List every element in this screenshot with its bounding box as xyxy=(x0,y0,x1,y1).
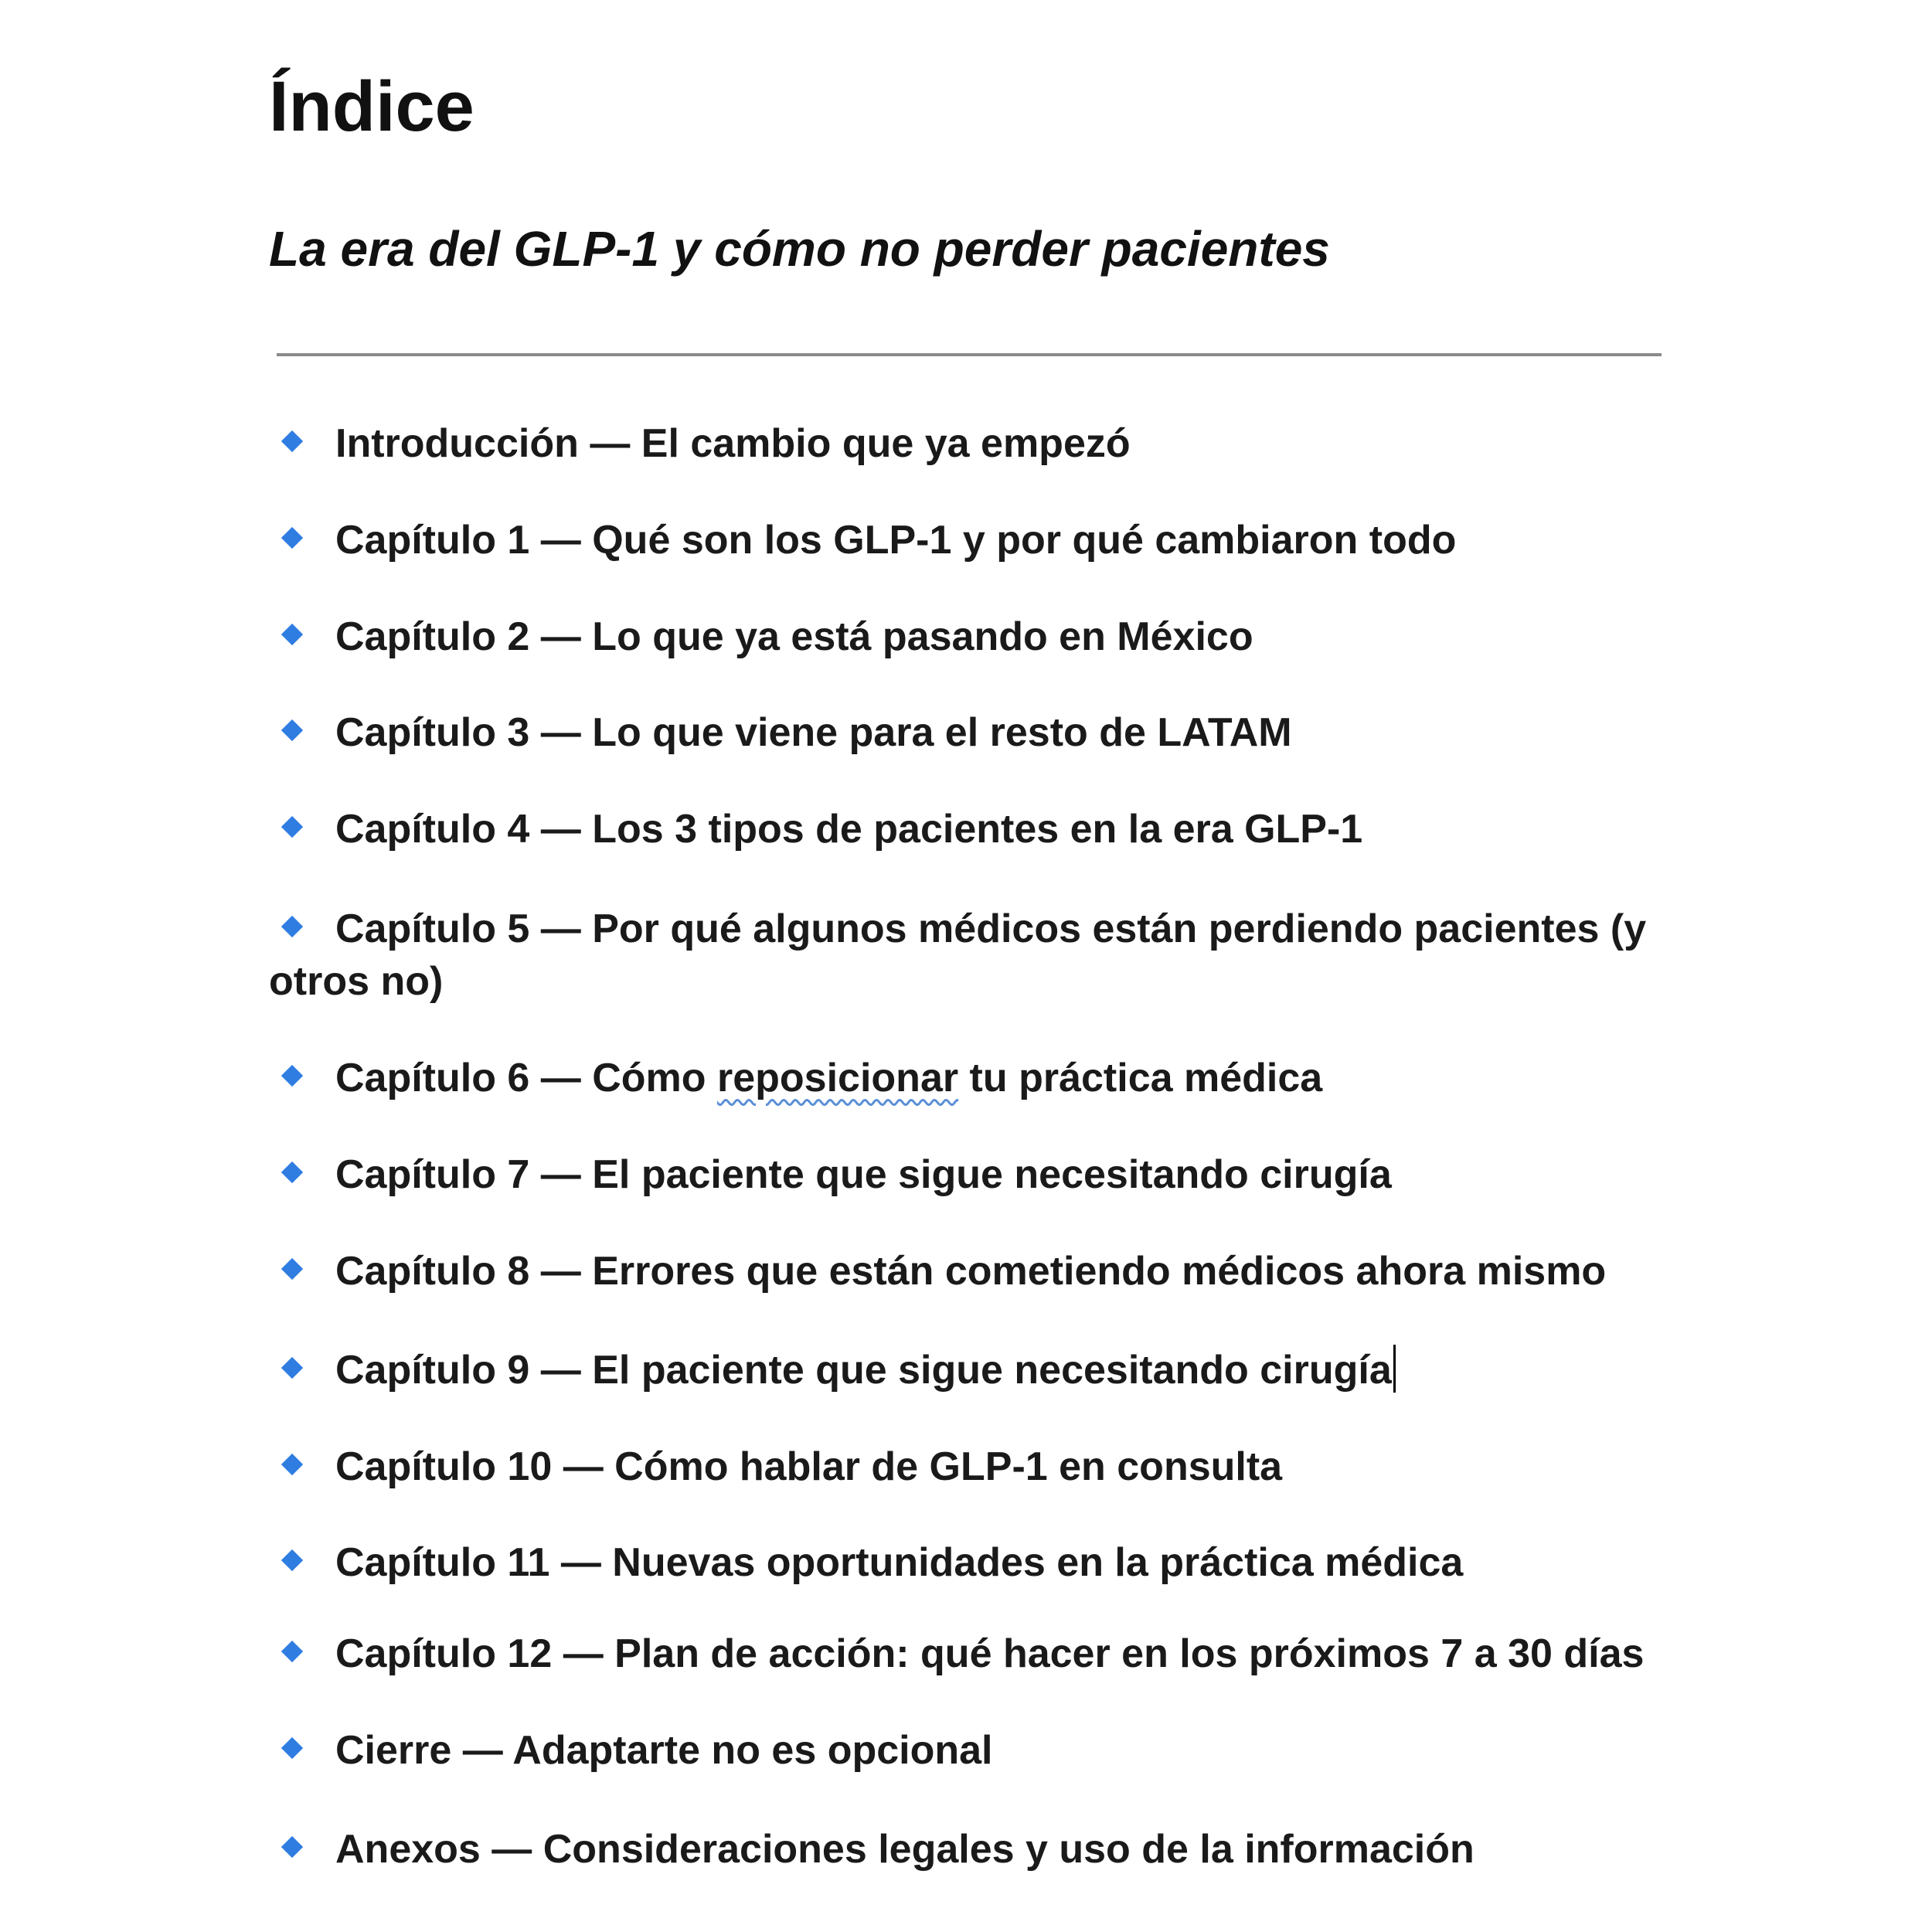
toc-entry-text: Capítulo 4 — Los 3 tipos de pacientes en la era GLP-1 xyxy=(335,807,1363,852)
diamond-bullet-icon xyxy=(281,1357,303,1379)
diamond-bullet-icon xyxy=(281,1836,303,1858)
toc-entry-text: Capítulo 7 — El paciente que sigue necesitando cirugía xyxy=(335,1152,1392,1197)
diamond-bullet-icon xyxy=(281,1065,303,1087)
spellcheck-flagged-word[interactable]: reposicionar xyxy=(717,1056,959,1100)
page-subtitle: La era del GLP-1 y cómo no perder pacientes xyxy=(269,221,1330,277)
diamond-bullet-icon xyxy=(281,1454,303,1475)
toc-entry-capitulo-7[interactable] xyxy=(269,1148,1660,1201)
toc-entry-introduccion[interactable] xyxy=(269,417,1660,470)
diamond-bullet-icon xyxy=(281,1641,303,1662)
diamond-bullet-icon xyxy=(281,1258,303,1280)
diamond-bullet-icon xyxy=(281,430,303,452)
toc-entry-capitulo-5[interactable] xyxy=(269,903,1660,1008)
page-title: Índice xyxy=(269,67,474,146)
toc-entry-capitulo-9[interactable] xyxy=(269,1344,1660,1396)
toc-entry-text: Cierre — Adaptarte no es opcional xyxy=(335,1728,993,1773)
toc-entry-text: Capítulo 3 — Lo que viene para el resto de LATAM xyxy=(335,710,1292,755)
toc-entry-capitulo-8[interactable] xyxy=(269,1245,1660,1298)
diamond-bullet-icon xyxy=(281,816,303,838)
diamond-bullet-icon xyxy=(281,1549,303,1571)
diamond-bullet-icon xyxy=(281,916,303,937)
toc-entry-text-start: Capítulo 6 — Cómo xyxy=(335,1056,717,1100)
diamond-bullet-icon xyxy=(281,527,303,549)
toc-entry-text: Anexos — Consideraciones legales y uso de la información xyxy=(335,1827,1475,1872)
toc-entry-capitulo-3[interactable] xyxy=(269,706,1660,759)
diamond-bullet-icon xyxy=(281,1162,303,1183)
toc-entry-capitulo-2[interactable] xyxy=(269,611,1660,663)
toc-entry-text: Capítulo 11 — Nuevas oportunidades en la práctica médica xyxy=(335,1540,1464,1585)
toc-entry-text: Capítulo 12 — Plan de acción: qué hacer en los próximos 7 a 30 días xyxy=(335,1631,1645,1676)
toc-entry-capitulo-4[interactable] xyxy=(269,803,1660,855)
text-cursor xyxy=(1393,1345,1396,1393)
toc-entry-capitulo-10[interactable] xyxy=(269,1440,1660,1493)
diamond-bullet-icon xyxy=(281,1737,303,1759)
toc-entry-text: Capítulo 8 — Errores que están cometiendo médicos ahora mismo xyxy=(335,1249,1607,1294)
toc-entry-capitulo-12[interactable] xyxy=(269,1628,1660,1680)
toc-entry-text: Capítulo 10 — Cómo hablar de GLP-1 en consulta xyxy=(335,1444,1283,1489)
toc-entry-text: Capítulo 9 — El paciente que sigue necesitando cirugía xyxy=(335,1348,1392,1393)
toc-entry-text-end: tu práctica médica xyxy=(958,1056,1323,1100)
toc-entry-text: Capítulo 1 — Qué son los GLP-1 y por qué cambiaron todo xyxy=(335,518,1457,563)
toc-entry-capitulo-1[interactable] xyxy=(269,514,1660,566)
toc-entry-text: Capítulo 2 — Lo que ya está pasando en México xyxy=(335,614,1253,659)
toc-entry-capitulo-6[interactable] xyxy=(269,1052,1660,1104)
horizontal-rule xyxy=(277,353,1662,356)
diamond-bullet-icon xyxy=(281,624,303,645)
toc-entry-anexos[interactable] xyxy=(269,1823,1660,1876)
toc-entry-capitulo-11[interactable] xyxy=(269,1536,1660,1589)
toc-entry-text: Capítulo 5 — Por qué algunos médicos están perdiendo pacientes (y otros no) xyxy=(269,906,1647,1004)
toc-entry-text: Introducción — El cambio que ya empezó xyxy=(335,421,1131,466)
toc-entry-cierre[interactable] xyxy=(269,1724,1660,1777)
diamond-bullet-icon xyxy=(281,719,303,741)
